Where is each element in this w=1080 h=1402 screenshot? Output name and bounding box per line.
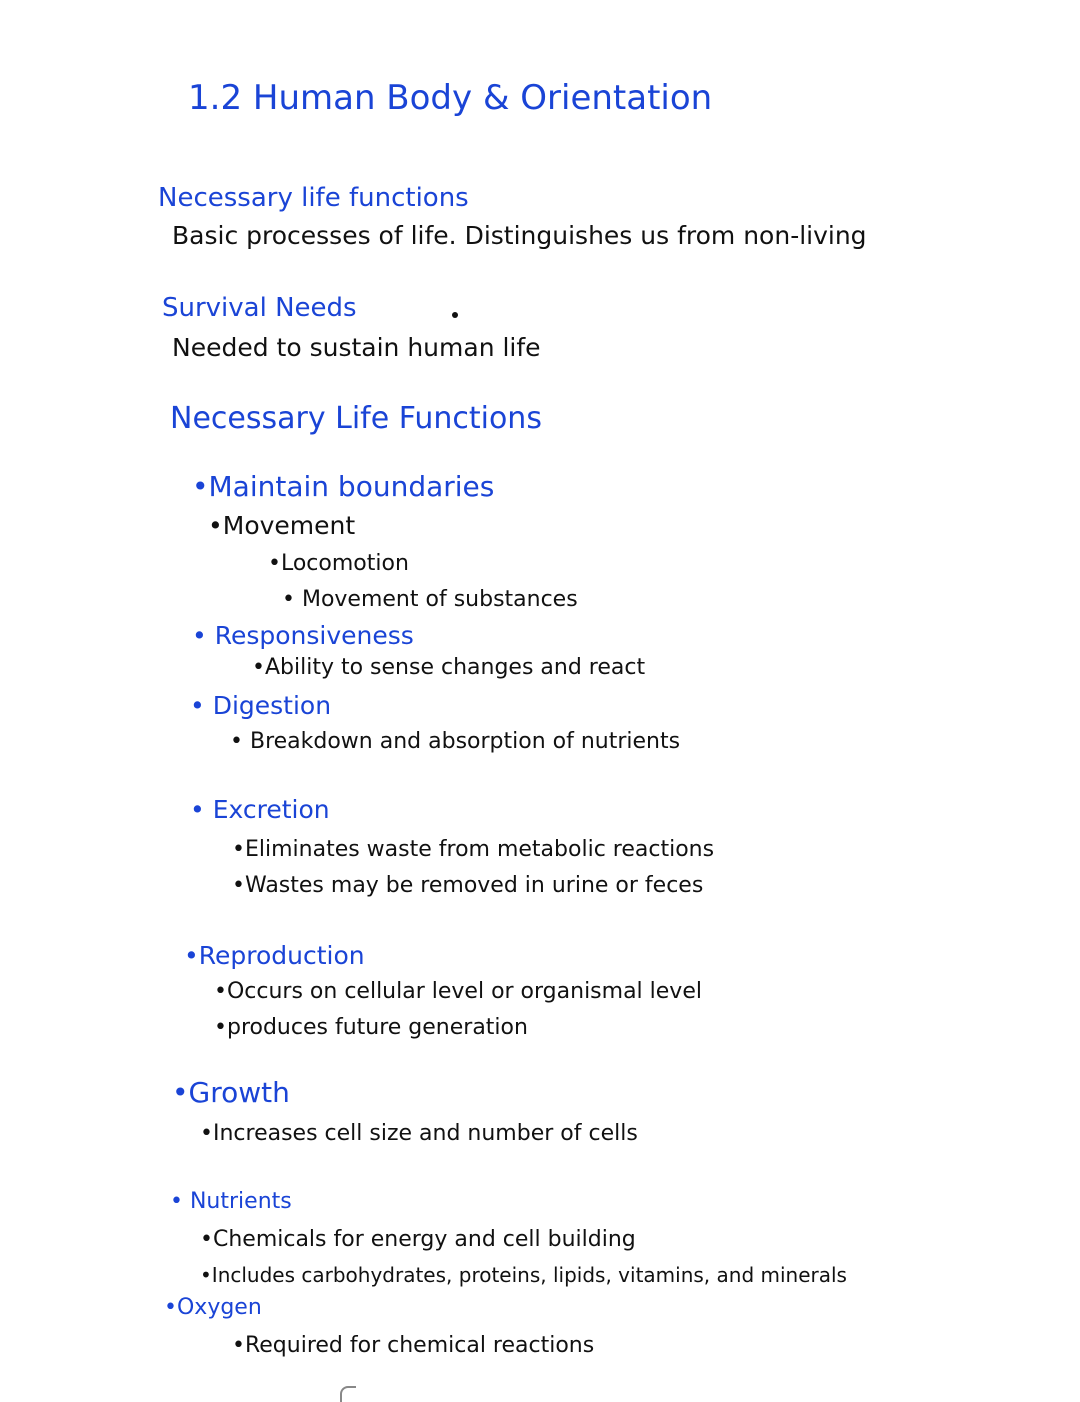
- list-item-digestion: • Digestion: [190, 691, 332, 720]
- list-item-locomotion: •Locomotion: [268, 551, 409, 576]
- stray-dot: [452, 312, 458, 318]
- list-item-includes-macromolecules: •Includes carbohydrates, proteins, lipids, vitamins, and minerals: [200, 1263, 847, 1287]
- term-necessary-life-functions: Necessary life functions: [158, 183, 469, 213]
- list-item-cell-size: •Increases cell size and number of cells: [200, 1121, 638, 1146]
- list-item-cellular-organismal: •Occurs on cellular level or organismal level: [214, 979, 702, 1004]
- list-item-future-generation: •produces future generation: [214, 1015, 528, 1040]
- list-item-movement: •Movement: [208, 511, 356, 540]
- list-item-wastes-removed: •Wastes may be removed in urine or feces: [232, 873, 704, 898]
- section-heading: Necessary Life Functions: [170, 401, 542, 436]
- list-item-reproduction: •Reproduction: [184, 941, 365, 970]
- list-item-chemicals-energy: •Chemicals for energy and cell building: [200, 1227, 636, 1252]
- term-survival-needs: Survival Needs: [162, 293, 357, 323]
- list-item-oxygen: •Oxygen: [164, 1295, 262, 1320]
- list-item-excretion: • Excretion: [190, 795, 330, 824]
- list-item-nutrients: • Nutrients: [170, 1189, 292, 1214]
- stray-mark: [340, 1386, 356, 1402]
- definition-necessary-life-functions: Basic processes of life. Distinguishes us from non-living: [172, 221, 867, 250]
- list-item-growth: •Growth: [172, 1076, 290, 1109]
- definition-survival-needs: Needed to sustain human life: [172, 333, 541, 362]
- page-title: 1.2 Human Body & Orientation: [188, 78, 713, 118]
- list-item-eliminates-waste: •Eliminates waste from metabolic reactions: [232, 837, 715, 862]
- list-item-maintain-boundaries: •Maintain boundaries: [192, 470, 495, 503]
- list-item-movement-of-substances: • Movement of substances: [282, 587, 578, 612]
- list-item-responsiveness: • Responsiveness: [192, 621, 414, 650]
- list-item-breakdown-absorption: • Breakdown and absorption of nutrients: [230, 729, 681, 754]
- list-item-sense-and-react: •Ability to sense changes and react: [252, 655, 646, 680]
- list-item-chemical-reactions: •Required for chemical reactions: [232, 1333, 595, 1358]
